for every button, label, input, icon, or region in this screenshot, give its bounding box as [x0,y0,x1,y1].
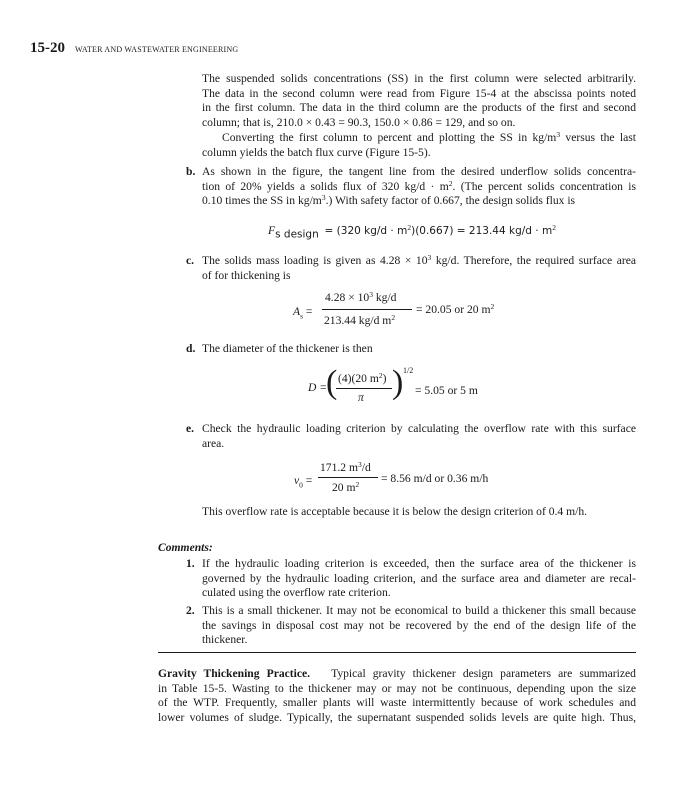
fraction-bar [336,388,392,389]
comment-1-label: 1. [186,557,195,570]
equation-symbol: D = [308,381,328,394]
superscript: 2 [448,178,453,188]
text-fragment: tion of 20% yields a solids flux of 320 kg/d · m [202,179,449,193]
intro-paragraph [202,72,636,160]
step-b-paragraph [202,165,636,209]
area-equation-lhs: $A_s$ = [293,305,313,321]
text-line: column yields the batch flux curve (Figure 15-5). [202,145,431,159]
equation-symbol: A [293,305,301,318]
overflow-lhs: $v_0$ = [294,474,313,490]
overflow-result: = 8.56 m/d or 0.36 m/h [381,472,489,485]
superscript: 3 [556,129,561,139]
text-line: The data in the second column were read from Figure 15-4 at the abscissa points noted [202,86,636,100]
text-line: in the first column. The data in the third column are the products of the first and second [202,101,636,115]
text-line: As shown in the figure, the tangent line from the desired underflow solids concentra- [202,165,636,178]
diameter-exponent: 1/2 [403,366,414,375]
comment-2 [202,604,636,648]
text-line: the savings in disposal cost may not be recovered by the end of the design life of the [202,618,636,632]
comment-2-label: 2. [186,604,195,617]
text-line: governed by the hydraulic loading criterion, and the surface area and diameter are recal- [202,571,636,585]
diameter-denominator: π [358,391,364,404]
diameter-lhs [308,381,327,394]
gravity-thickening-paragraph [158,667,636,726]
text-fragment: . (The percent solids concentration is [452,179,636,193]
step-d-label: d. [186,342,196,355]
superscript: 2 [407,223,412,232]
text-line: area. [202,436,225,450]
text-fragment: .) With safety factor of 0.667, the design solids flux is [325,194,576,208]
text-line [202,131,636,146]
page-header [30,40,238,57]
text-line: The diameter of the thickener is then [202,342,373,355]
running-head: WATER AND WASTEWATER ENGINEERING [75,45,239,54]
equation-text: /d [361,461,371,474]
superscript: 3 [427,253,432,262]
diameter-result: = 5.05 or 5 m [415,384,478,397]
left-paren: ( [326,364,338,401]
superscript: 2 [378,371,383,380]
step-c-label: c. [186,254,195,267]
overflow-conclusion [202,505,636,520]
equation-text: = (320 kg/d · m [324,225,408,237]
equation-subscript: s [300,311,304,321]
text-line: of for thickening is [202,268,291,282]
equation-text: 20 m [332,481,356,494]
superscript: 2 [490,302,495,311]
text-line: The suspended solids concentrations (SS) in the first column were selected arbitrarily. [202,72,636,85]
superscript: 2 [552,223,556,232]
equation-symbol: v [294,474,300,487]
equation-text: 4.28 × 10 [325,291,370,304]
step-c-paragraph [202,254,636,283]
fraction-bar [322,309,412,310]
area-denominator [324,314,395,327]
text-line: thickener. [202,633,248,647]
equation-symbol: F [268,224,276,237]
equation-text: kg/d [372,291,397,304]
text-line: lower volumes of sludge. Typically, the supernatant suspended solids levels are quite high. Thus, [158,711,636,725]
comments-title: Comments: [158,541,213,554]
step-e-paragraph [202,422,636,451]
equation-text: (4)(20 m [338,372,379,385]
fraction-bar [318,477,378,478]
design-flux-equation [268,223,556,241]
superscript: 2 [355,480,360,489]
equation-text: 213.44 kg/d m [324,314,392,327]
text-fragment: Typical gravity thickener design parameters are summarized [331,667,636,680]
overflow-denominator [332,481,359,494]
text-line: This is a small thickener. It may not be economical to build a thickener this small because [202,604,636,617]
superscript: 3 [321,193,326,203]
text-line: in Table 15-5. Wasting to the thickener may or may not be continuous, depending upon the size [158,681,636,695]
text-line: If the hydraulic loading criterion is exceeded, then the surface area of the thickener is [202,557,636,570]
text-line [202,180,636,195]
superscript: 3 [358,460,362,469]
step-b-label: b. [186,165,196,178]
overflow-numerator [320,461,371,474]
step-d-paragraph [202,342,636,357]
equation-subscript: s design [275,228,319,241]
right-paren: ) [392,364,404,401]
comment-1 [202,557,636,601]
equation-text: ) [382,372,387,385]
text-line: of the WTP. Frequently, smaller plants will waste intermittently because of work schedules and [158,696,636,710]
superscript: 3 [369,290,373,299]
text-line [158,667,636,682]
text-line: This overflow rate is acceptable because it is below the design criterion of 0.4 m/h. [202,505,588,518]
section-rule [158,652,636,653]
step-e-label: e. [186,422,195,435]
diameter-numerator [338,372,387,385]
superscript: 2 [391,313,396,322]
equation-text: = 20.05 or 20 m [416,303,491,316]
section-heading: Gravity Thickening Practice. [158,667,311,680]
equation-text: )(0.667) = 213.44 kg/d · m [411,225,553,237]
text-fragment: The solids mass loading is given as 4.28 × 10 [202,254,428,267]
text-fragment: 0.10 times the SS in kg/m [202,194,322,208]
area-numerator [325,291,396,304]
text-line [202,194,636,209]
text-line: column; that is, 210.0 × 0.43 = 90.3, 150.0 × 0.86 = 129, and so on. [202,116,516,130]
text-line [202,254,636,269]
equation-text: 171.2 m [320,461,359,474]
text-fragment: versus the last [560,130,636,144]
text-line: Check the hydraulic loading criterion by calculating the overflow rate with this surface [202,422,636,435]
text-line: culated using the overflow rate criterion. [202,586,391,600]
text-fragment: Converting the first column to percent and plotting the SS in kg/m [222,130,557,144]
equation-subscript: 0 [299,480,303,490]
area-result [416,303,494,316]
page-number: 15-20 [30,40,65,56]
text-fragment: kg/d. Therefore, the required surface area [431,254,637,267]
